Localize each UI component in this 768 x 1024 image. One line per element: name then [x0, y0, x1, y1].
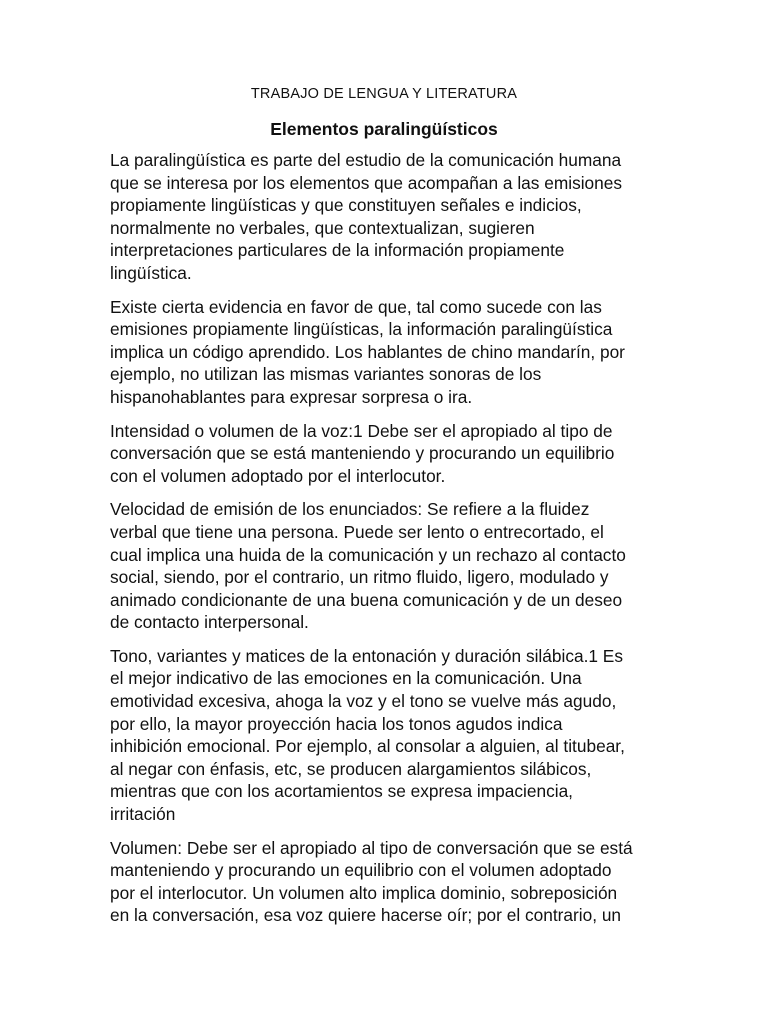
- course-title: TRABAJO DE LENGUA Y LITERATURA: [250, 86, 518, 102]
- paragraph-evidence: Existe cierta evidencia en favor de que, tal como sucede con las emisiones propiamente lingüísticas, la información paralingüística implica un código aprendido. Los hablantes de chino mandarín, por ejemplo, no utilizan las mismas variantes sonoras de los hispanohablantes para expresar sorpresa o ira.: [110, 296, 625, 407]
- paragraph-volume: Volumen: Debe ser el apropiado al tipo de conversación que se está manteniendo y procurando un equilibrio con el volumen adoptado por el interlocutor. Un volumen alto implica dominio, sobreposición en la conversación, esa voz quiere hacerse oír; por el contrario, un: [110, 837, 633, 926]
- document-body: [110, 149, 670, 938]
- paragraph-speed: Velocidad de emisión de los enunciados: Se refiere a la fluidez verbal que tiene una persona. Puede ser lento o entrecortado, el cual implica una huida de la comunicación y un rechazo al contacto social, siendo, por el contrario, un ritmo fluido, ligero, modulado y animado condicionante de una buena comunicación y de un deseo de contacto interpersonal.: [110, 499, 626, 633]
- paragraph-intensity: Intensidad o volumen de la voz:1 Debe ser el apropiado al tipo de conversación que se está manteniendo y procurando un equilibrio con el volumen adoptado por el interlocutor.: [110, 420, 615, 486]
- document-title: Elementos paralingüísticos: [270, 119, 498, 139]
- paragraph-definition: La paralingüística es parte del estudio de la comunicación humana que se interesa por los elementos que acompañan a las emisiones propiamente lingüísticas y que constituyen señales e indicios, normalmente no verbales, que contextualizan, sugieren interpretaciones particulares de la información propiamente lingüística.: [110, 150, 623, 283]
- paragraph-tone: Tono, variantes y matices de la entonación y duración silábica.1 Es el mejor indicativo de las emociones en la comunicación. Una emotividad excesiva, ahoga la voz y el tono se vuelve más agudo, por ello, la mayor proyección hacia los tonos agudos indica inhibición emocional. Por ejemplo, al consolar a alguien, al titubear, al negar con énfasis, etc, se producen alargamientos silábicos, mientras que con los acortamientos se expresa impaciencia, irritación: [110, 645, 625, 825]
